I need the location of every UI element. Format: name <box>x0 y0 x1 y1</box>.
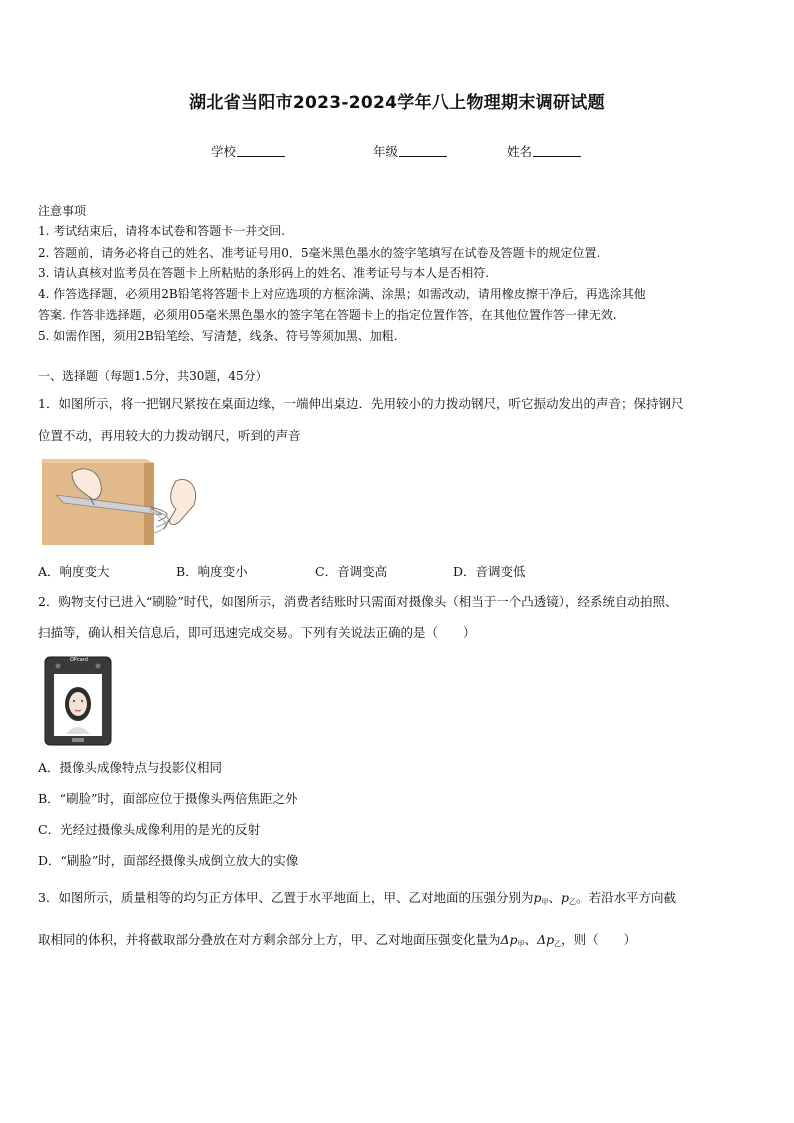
q2-stem-line1: 2．购物支付已进入“刷脸”时代，如图所示，消费者结账时只需面对摄像头（相当于一个凸透镜），经系统自动拍照、 <box>38 594 678 609</box>
delta-p-symbol: Δp <box>500 932 518 947</box>
separator: 、 <box>524 932 538 947</box>
q3-line2-text: 取相同的体积，并将截取部分叠放在对方剩余部分上方，甲、乙对地面压强变化量为 <box>38 932 501 947</box>
q3-line1-text: 3．如图所示，质量相等的均匀正方体甲、乙置于水平地面上，甲、乙对地面的压强分别为 <box>38 890 534 905</box>
school-blank[interactable] <box>237 144 285 157</box>
q1-stem-line1: 1．如图所示，将一把钢尺紧按在桌面边缘，一端伸出桌边．先用较小的力拨动钢尺，听它振动发出的声音；保持钢尺 <box>38 396 684 411</box>
note-item: 5. 如需作图，须用2B铅笔绘、写清楚，线条、符号等须加黑、加粗. <box>38 329 398 343</box>
grade-label: 年级 <box>373 144 399 159</box>
p-symbol: p <box>533 890 542 905</box>
grade-field <box>373 142 447 160</box>
ruler-desk-figure <box>42 459 202 545</box>
subscript-jia: 甲 <box>541 898 549 906</box>
q1-stem-line2: 位置不动，再用较大的力拨动钢尺，听到的声音 <box>38 428 301 443</box>
face-pay-device-figure <box>44 656 112 746</box>
page-title: 湖北省当阳市2023-2024学年八上物理期末调研试题 <box>189 93 605 113</box>
q2-option-a[interactable]: A．摄像头成像特点与投影仪相同 <box>38 760 223 775</box>
q3-stem-line1 <box>38 888 676 907</box>
name-field <box>507 142 581 160</box>
q2-option-d[interactable]: D．“刷脸”时，面部经摄像头成倒立放大的实像 <box>38 853 299 868</box>
q1-option-d[interactable]: D．音调变低 <box>453 564 526 579</box>
q3-line1-tail: 。若沿水平方向截 <box>576 890 677 905</box>
grade-blank[interactable] <box>399 144 447 157</box>
q1-option-b[interactable]: B．响度变小 <box>176 564 248 579</box>
device-brand-label: OPcard <box>70 657 88 663</box>
name-blank[interactable] <box>533 144 581 157</box>
note-item: 4. 作答选择题，必须用2B铅笔将答题卡上对应选项的方框涂满、涂黑；如需改动，请用橡皮擦干净后，再选涂其他 <box>38 287 646 301</box>
note-item: 1. 考试结束后，请将本试卷和答题卡一并交回. <box>38 224 286 238</box>
note-item: 3. 请认真核对监考员在答题卡上所粘贴的条形码上的姓名、准考证号与本人是否相符. <box>38 266 490 280</box>
separator: 、 <box>548 890 561 905</box>
note-item: 2. 答题前，请务必将自己的姓名、准考证号用0．5毫米黑色墨水的签字笔填写在试卷及答题卡的规定位置. <box>38 246 601 260</box>
q3-stem-line2 <box>38 930 636 949</box>
p-symbol: p <box>561 890 570 905</box>
note-item: 答案. 作答非选择题，必须用05毫米黑色墨水的签字笔在答题卡上的指定位置作答，在其他位置作答一律无效. <box>38 308 617 322</box>
school-field <box>211 142 285 160</box>
q1-option-c[interactable]: C．音调变高 <box>315 564 388 579</box>
q2-option-c[interactable]: C．光经过摄像头成像利用的是光的反射 <box>38 822 261 837</box>
subscript-yi: 乙 <box>554 940 562 948</box>
q2-stem-line2: 扫描等，确认相关信息后，即可迅速完成交易。下列有关说法正确的是（ ） <box>38 625 476 640</box>
q2-option-b[interactable]: B．“刷脸”时，面部应位于摄像头两倍焦距之外 <box>38 791 298 806</box>
school-label: 学校 <box>211 144 237 159</box>
name-label: 姓名 <box>507 144 533 159</box>
delta-p-symbol: Δp <box>537 932 555 947</box>
subscript-yi: 乙 <box>569 898 577 906</box>
subscript-jia: 甲 <box>517 940 525 948</box>
q1-option-a[interactable]: A．响度变大 <box>38 564 110 579</box>
section-heading: 一、选择题（每题1.5分，共30题，45分） <box>38 369 268 383</box>
notes-heading: 注意事项 <box>38 204 87 218</box>
q3-line2-tail: ，则（ ） <box>561 932 637 947</box>
